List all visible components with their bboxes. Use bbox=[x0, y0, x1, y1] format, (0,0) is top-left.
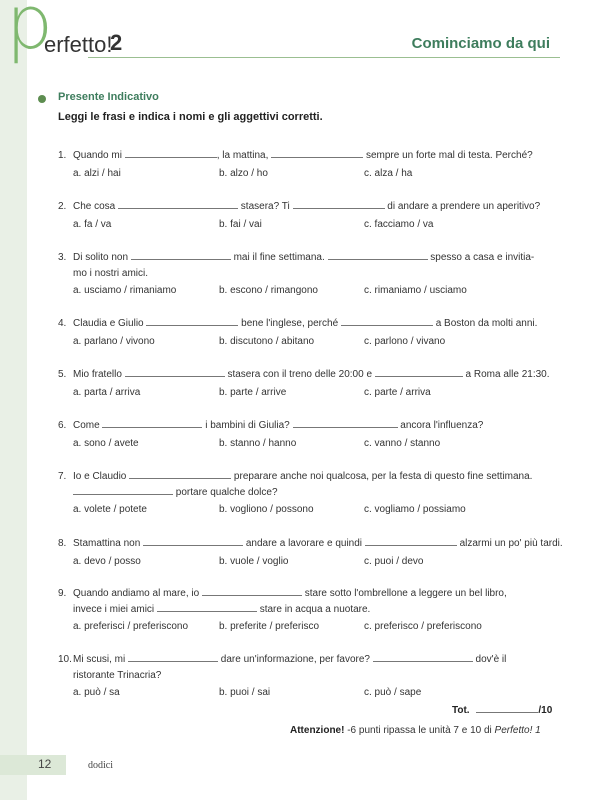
option-a[interactable]: a. alzi / hai bbox=[73, 168, 121, 179]
question-text: alzarmi un po' più tardi. bbox=[456, 538, 563, 549]
question-text: dov'è il bbox=[472, 654, 507, 665]
question-text: stare sotto l'ombrellone a leggere un bel libro, bbox=[301, 588, 507, 599]
attention-label: Attenzione! bbox=[290, 725, 345, 736]
option-c[interactable]: c. preferisco / preferiscono bbox=[364, 621, 482, 632]
question-text: spesso a casa e invitia- bbox=[427, 252, 535, 263]
option-b[interactable]: b. vuole / voglio bbox=[219, 556, 289, 567]
option-a[interactable]: a. parta / arriva bbox=[73, 387, 141, 398]
question-text: Quando andiamo al mare, io bbox=[73, 588, 202, 599]
question-9-line2 bbox=[73, 602, 370, 618]
logo-text: erfetto! bbox=[44, 32, 113, 57]
header-divider bbox=[88, 57, 560, 58]
question-text: bene l'inglese, perché bbox=[238, 318, 341, 329]
question-text: dare un'informazione, per favore? bbox=[218, 654, 373, 665]
question-text: a Roma alle 21:30. bbox=[462, 369, 550, 380]
answer-blank[interactable] bbox=[293, 418, 398, 428]
question-4 bbox=[58, 316, 537, 332]
question-number: 7. bbox=[58, 471, 67, 482]
question-text: stasera? Ti bbox=[238, 201, 293, 212]
question-text: sempre un forte mal di testa. Perché? bbox=[363, 150, 533, 161]
option-b[interactable]: b. fai / vai bbox=[219, 219, 262, 230]
option-a[interactable]: a. sono / avete bbox=[73, 438, 139, 449]
footer-page-tab bbox=[0, 755, 66, 775]
question-text: Come bbox=[73, 420, 103, 431]
question-text: , la mattina, bbox=[216, 150, 272, 161]
option-c[interactable]: c. rimaniamo / usciamo bbox=[364, 285, 467, 296]
answer-blank[interactable] bbox=[146, 316, 238, 326]
option-c[interactable]: c. facciamo / va bbox=[364, 219, 434, 230]
question-text: andare a lavorare e quindi bbox=[243, 538, 365, 549]
logo-p: p bbox=[6, 0, 53, 66]
option-a[interactable]: a. devo / posso bbox=[73, 556, 141, 567]
question-number: 10. bbox=[58, 654, 72, 665]
question-text: stare in acqua a nuotare. bbox=[256, 604, 371, 615]
question-text: Io e Claudio bbox=[73, 471, 130, 482]
answer-blank[interactable] bbox=[128, 652, 218, 662]
answer-blank[interactable] bbox=[157, 602, 257, 612]
answer-blank[interactable] bbox=[341, 316, 433, 326]
section-title: Presente Indicativo bbox=[58, 91, 159, 103]
answer-blank[interactable] bbox=[293, 199, 385, 209]
question-text: invece i miei amici bbox=[73, 604, 157, 615]
option-b[interactable]: b. parte / arrive bbox=[219, 387, 287, 398]
question-5 bbox=[58, 367, 550, 383]
page-number: 12 bbox=[38, 757, 52, 771]
question-number: 6. bbox=[58, 420, 67, 431]
answer-blank[interactable] bbox=[202, 586, 302, 596]
option-b[interactable]: b. puoi / sai bbox=[219, 687, 271, 698]
question-number: 3. bbox=[58, 252, 67, 263]
answer-blank[interactable] bbox=[102, 418, 202, 428]
question-7 bbox=[58, 469, 532, 485]
option-c[interactable]: c. parte / arriva bbox=[364, 387, 431, 398]
option-b[interactable]: b. preferite / preferisco bbox=[219, 621, 320, 632]
question-text: Di solito non bbox=[73, 252, 131, 263]
answer-blank[interactable] bbox=[125, 148, 217, 158]
left-margin-bar bbox=[0, 0, 27, 800]
question-text: mai il fine settimana. bbox=[230, 252, 328, 263]
question-number: 5. bbox=[58, 369, 67, 380]
section-instruction: Leggi le frasi e indica i nomi e gli aggettivi corretti. bbox=[58, 111, 323, 123]
question-3-line2: mo i nostri amici. bbox=[73, 268, 149, 279]
page-number-word: dodici bbox=[88, 760, 113, 771]
question-text: preparare anche noi qualcosa, per la festa di questo fine settimana. bbox=[231, 471, 533, 482]
question-text: Mio fratello bbox=[73, 369, 125, 380]
answer-blank[interactable] bbox=[271, 148, 363, 158]
option-c[interactable]: c. parlono / vivano bbox=[364, 336, 446, 347]
option-a[interactable]: a. può / sa bbox=[73, 687, 120, 698]
question-number: 8. bbox=[58, 538, 67, 549]
option-c[interactable]: c. può / sape bbox=[364, 687, 422, 698]
question-10 bbox=[58, 652, 506, 668]
question-number: 4. bbox=[58, 318, 67, 329]
option-c[interactable]: c. puoi / devo bbox=[364, 556, 424, 567]
total-label: Tot. bbox=[452, 705, 470, 716]
question-text: a Boston da molti anni. bbox=[432, 318, 538, 329]
score-blank[interactable] bbox=[476, 703, 538, 713]
question-2 bbox=[58, 199, 540, 215]
option-a[interactable]: a. parlano / vivono bbox=[73, 336, 155, 347]
option-a[interactable]: a. volete / potete bbox=[73, 504, 147, 515]
answer-blank[interactable] bbox=[375, 367, 463, 377]
section-bullet-icon bbox=[38, 95, 46, 103]
question-text: stasera con il treno delle 20:00 e bbox=[224, 369, 375, 380]
answer-blank[interactable] bbox=[129, 469, 231, 479]
question-text: di andare a prendere un aperitivo? bbox=[384, 201, 541, 212]
attention-book-title: Perfetto! 1 bbox=[494, 725, 541, 736]
option-b[interactable]: b. vogliono / possono bbox=[219, 504, 314, 515]
answer-blank[interactable] bbox=[118, 199, 238, 209]
answer-blank[interactable] bbox=[328, 250, 428, 260]
question-9 bbox=[58, 586, 507, 602]
question-text: Mi scusi, mi bbox=[73, 654, 128, 665]
option-a[interactable]: a. preferisci / preferiscono bbox=[73, 621, 189, 632]
question-number: 1. bbox=[58, 150, 67, 161]
answer-blank[interactable] bbox=[373, 652, 473, 662]
question-number: 9. bbox=[58, 588, 67, 599]
answer-blank[interactable] bbox=[125, 367, 225, 377]
question-6 bbox=[58, 418, 483, 434]
total-max: /10 bbox=[538, 705, 553, 716]
answer-blank[interactable] bbox=[131, 250, 231, 260]
question-text: Claudia e Giulio bbox=[73, 318, 147, 329]
question-text: ancora l'influenza? bbox=[397, 420, 484, 431]
option-b[interactable]: b. stanno / hanno bbox=[219, 438, 297, 449]
question-10-line2: ristorante Trinacria? bbox=[73, 670, 162, 681]
answer-blank[interactable] bbox=[365, 536, 457, 546]
question-text: Stamattina non bbox=[73, 538, 144, 549]
question-8 bbox=[58, 536, 563, 552]
question-text: Quando mi bbox=[73, 150, 125, 161]
attention-text: -6 punti ripassa le unità 7 e 10 di bbox=[344, 725, 495, 736]
option-c[interactable]: c. vogliamo / possiamo bbox=[364, 504, 466, 515]
option-b[interactable]: b. alzo / ho bbox=[219, 168, 268, 179]
option-c[interactable]: c. vanno / stanno bbox=[364, 438, 441, 449]
question-text: i bambini di Giulia? bbox=[202, 420, 293, 431]
option-b[interactable]: b. discutono / abitano bbox=[219, 336, 315, 347]
question-text: Che cosa bbox=[73, 201, 119, 212]
option-a[interactable]: a. usciamo / rimaniamo bbox=[73, 285, 177, 296]
question-number: 2. bbox=[58, 201, 67, 212]
page-header-title: Cominciamo da qui bbox=[411, 35, 550, 52]
attention-note bbox=[290, 725, 541, 736]
option-b[interactable]: b. escono / rimangono bbox=[219, 285, 318, 296]
answer-blank[interactable] bbox=[73, 485, 173, 495]
logo-volume-number: 2 bbox=[110, 30, 123, 55]
question-1 bbox=[58, 148, 533, 164]
answer-blank[interactable] bbox=[143, 536, 243, 546]
option-c[interactable]: c. alza / ha bbox=[364, 168, 413, 179]
question-3 bbox=[58, 250, 534, 266]
total-score bbox=[452, 703, 552, 716]
question-text: portare qualche dolce? bbox=[173, 487, 278, 498]
option-a[interactable]: a. fa / va bbox=[73, 219, 112, 230]
question-7-line2 bbox=[73, 485, 278, 501]
